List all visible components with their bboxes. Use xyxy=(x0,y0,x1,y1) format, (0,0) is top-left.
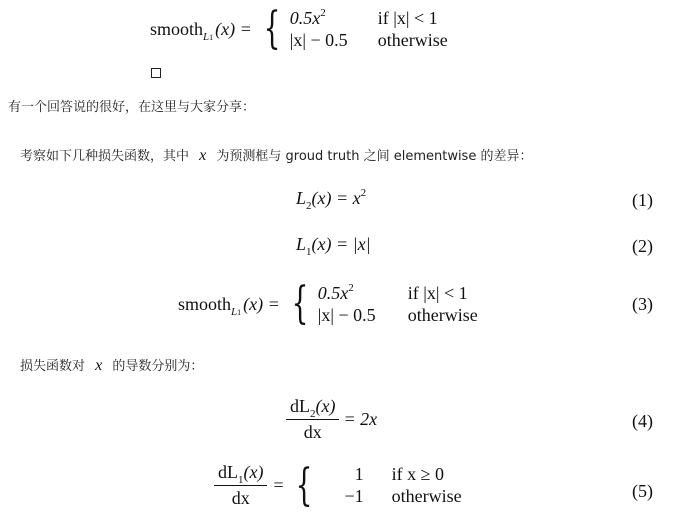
left-brace: { xyxy=(291,278,309,329)
consider-text: 考察如下几种损失函数，其中 x 为预测框与 groud truth 之间 elementwise 的差异： xyxy=(20,147,533,164)
top-formula-lhs: smooth$_{L1}$ (x) = xyxy=(150,18,252,43)
derivative-text: 损失函数对 x 的导数分别为： xyxy=(20,357,204,374)
equation-2: $L_1(x) = |x|$ xyxy=(296,234,371,258)
left-brace: { xyxy=(295,459,313,511)
equation-5: $\frac{dL_1(x)}{dx}$ = { 1 if x ≥ 0 −1 otherwise xyxy=(214,462,462,509)
equation-3-number: (3) xyxy=(632,294,653,314)
top-formula-cases: $0.5x^2$ if |x| < 1 |x| − 0.5 otherwise xyxy=(289,6,448,50)
equation-2-number: (2) xyxy=(632,236,653,256)
equation-1-number: (1) xyxy=(632,190,653,210)
equation-4: $\frac{dL_2(x)}{dx}$ = 2x xyxy=(286,396,377,443)
intro-text: 有一个回答说的很好，在这里与大家分享： xyxy=(8,100,256,115)
equation-3: smooth$_{L1}$ (x) = { $0.5x^2$ if |x| < 1 |x| − 0.5 otherwise xyxy=(178,278,478,329)
left-brace: { xyxy=(263,3,281,54)
equation-5-number: (5) xyxy=(632,481,653,501)
equation-4-number: (4) xyxy=(632,411,653,431)
checkbox-icon[interactable] xyxy=(151,68,161,78)
top-formula xyxy=(150,4,448,54)
equation-1: $L_2(x) = x^2$ xyxy=(296,187,367,212)
